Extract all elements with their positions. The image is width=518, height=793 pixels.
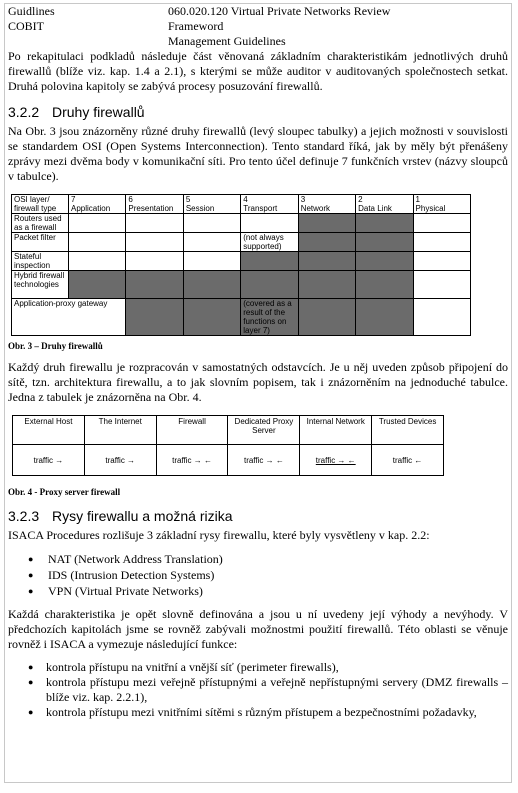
section-heading-rysy (8, 508, 508, 525)
osi-firewall-table (11, 194, 471, 336)
osi-cell-note: (covered as a result of the functions on layer 7) (241, 299, 298, 336)
osi-shaded-cell (298, 233, 355, 252)
proxy-header: Trusted Devices (372, 416, 444, 445)
proxy-header: Internal Network (300, 416, 372, 445)
osi-layer-header: 3 Network (298, 195, 355, 214)
section-number: 3.2.3 (8, 508, 40, 524)
osi-shaded-cell (183, 299, 240, 336)
osi-row-label: Hybrid firewall technologies (12, 271, 69, 299)
section-paragraph: Na Obr. 3 jsou znázorněny různé druhy firewallů (levý sloupec tabulky) a jejich možnosti v souvislosti se standardem OSI (Open Systems Interconnection). Tento standard říká, jak by měly být přenášeny zprávy mezi dvěma body v komunikační síti. Pro tento účel definuje 7 funkčních vrstev (názvy sloupců v tabulce). (8, 124, 508, 183)
list-item: ● VPN (Virtual Private Networks) (8, 583, 508, 599)
osi-shaded-cell (298, 252, 355, 271)
header-right-3: Management Guidelines (168, 34, 286, 48)
osi-layer-header: 4 Transport (241, 195, 298, 214)
section-paragraph: ISACA Procedures rozlišuje 3 základní rysy firewallu, které byly vysvětleny v kap. 2.2: (8, 528, 430, 542)
proxy-traffic-cell: traffic → (13, 445, 85, 476)
osi-shaded-cell (356, 299, 413, 336)
proxy-header: External Host (13, 416, 85, 445)
paragraph-functions-intro: Každá charakteristika je opět slovně definována a jsou u ní uvedeny její výhody a nevýhody. V předchozích kapitolách jsme se rovněž zabývali možnostmi použití firewallů. Této oblasti se věnuje rovněž i ISACA a vymezuje následující funkce: (8, 607, 508, 651)
proxy-traffic-cell: traffic → ← (156, 445, 228, 476)
osi-layer-header: 5 Session (183, 195, 240, 214)
osi-layer-header: 6 Presentation (126, 195, 183, 214)
list-item: ● NAT (Network Address Translation) (8, 551, 508, 567)
osi-layer-header: 7 Application (69, 195, 126, 214)
osi-shaded-cell (356, 214, 413, 233)
osi-shaded-cell (183, 271, 240, 299)
header-right-2: Frameword (168, 19, 224, 33)
section-heading-druhy (8, 104, 508, 121)
header-right-1: 060.020.120 Virtual Private Networks Review (168, 4, 391, 18)
document-header (8, 4, 508, 49)
osi-corner-cell: OSI layer/ firewall type (12, 195, 69, 214)
osi-row-label: Routers used as a firewall (12, 214, 69, 233)
osi-shaded-cell (356, 233, 413, 252)
osi-row-label: Packet filter (12, 233, 69, 252)
osi-shaded-cell (241, 252, 298, 271)
osi-shaded-cell (356, 252, 413, 271)
proxy-traffic-cell: traffic → (84, 445, 156, 476)
function-list (8, 660, 508, 720)
proxy-traffic-cell: traffic ← (372, 445, 444, 476)
osi-row-label: Application-proxy gateway (12, 299, 126, 336)
proxy-header: The Internet (84, 416, 156, 445)
list-item: ● kontrola přístupu mezi veřejně přístupnými a veřejně nepřístupnými servery (DMZ firewalls – blíže viz. kap. 2.2.1), (8, 675, 508, 705)
list-item: ● kontrola přístupu mezi vnitřními sítěmi s různým přístupem a bezpečnostními požadavky, (8, 705, 508, 720)
proxy-header: Dedicated Proxy Server (228, 416, 300, 445)
osi-shaded-cell (241, 271, 298, 299)
osi-layer-header: 2 Data Link (356, 195, 413, 214)
list-item: ● kontrola přístupu na vnitřní a vnější síť (perimeter firewalls), (8, 660, 508, 675)
header-left-1: Guidlines (8, 4, 55, 18)
section-title: Druhy firewallů (52, 104, 145, 120)
list-item: ● IDS (Intrusion Detection Systems) (8, 567, 508, 583)
section-title: Rysy firewallu a možná rizika (52, 508, 233, 524)
osi-layer-header: 1 Physical (413, 195, 470, 214)
figure3-caption: Obr. 3 – Druhy firewallů (8, 341, 103, 351)
osi-shaded-cell (298, 214, 355, 233)
osi-shaded-cell (69, 271, 126, 299)
proxy-server-table (12, 415, 444, 476)
proxy-traffic-cell: traffic → ← (300, 445, 372, 476)
feature-list (8, 551, 508, 599)
osi-shaded-cell (298, 271, 355, 299)
figure4-caption: Obr. 4 - Proxy server firewall (8, 487, 121, 497)
osi-shaded-cell (356, 271, 413, 299)
osi-row-label: Stateful inspection (12, 252, 69, 271)
intro-paragraph: Po rekapitulaci podkladů následuje část věnovaná základním charakteristikám jednotlivých druhů firewallů (blíže viz. kap. 1.4 a 2.1), s kterými se může auditor v auditovaných společnostech setkat. Druhá polovina kapitoly se zabývá procesy posuzování firewallů. (8, 49, 508, 93)
osi-cell-note: (not always supported) (241, 233, 298, 252)
osi-shaded-cell (126, 271, 183, 299)
header-left-2: COBIT (8, 19, 44, 33)
osi-shaded-cell (126, 299, 183, 336)
osi-shaded-cell (298, 299, 355, 336)
document-page (4, 3, 512, 783)
proxy-header: Firewall (156, 416, 228, 445)
section-number: 3.2.2 (8, 104, 40, 120)
proxy-traffic-cell: traffic → ← (228, 445, 300, 476)
paragraph-druhy-detail: Každý druh firewallu je rozpracován v samostatných odstavcích. Je u něj uveden způsob připojení do sítě, tzn. architektura firewallu, a to jak slovním popisem, tak i znázorněním na jednoduché tabulce. Jedna z tabulek je znázorněna na Obr. 4. (8, 360, 508, 404)
